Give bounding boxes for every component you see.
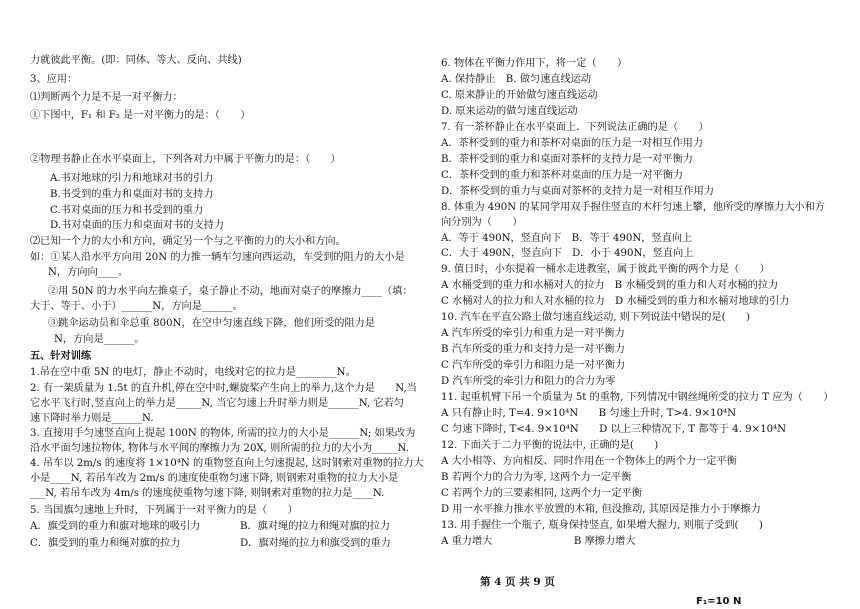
question-line: 沿水平面匀速拉物体, 物体与水平间的摩擦力为 20X, 则所需的拉力的大小为_____N. [30,443,409,454]
question-line: 11. 起重机臂下吊一个质量为 5t 的重物, 下列情况中钢丝绳所受的拉力 T 应为（ ） [441,392,834,403]
option-line: C 汽车所受的牵引力和阻力是一对平衡力 [441,360,626,371]
option-line: D 用一水平推力推水平放置的木箱, 但没推动, 其原因是推力小于摩擦力 [441,504,761,515]
option-d: D．旗对绳的拉力和旗受到的重力 [240,538,391,549]
option-line: A 水桶受到的重力和水桶对人的拉力 B 水桶受到的重力和人对水桶的拉力 [441,280,779,291]
page-footer: 第 4 页 共 9 页 [480,576,555,588]
question-line: 6. 物体在平衡力作用下，将一定（ ） [441,58,628,69]
question-line: 8. 体重为 490N 的某同学用双手握住竖直的木杆匀速上攀，他所受的摩擦力大小和方 [441,202,825,213]
question-line: 9. 值日时，小东提着一桶水走进教室，属于彼此平衡的两个力是（ ） [441,264,770,275]
option-line: A．等于 490N，竖直向下 B．等于 490N，竖直向上 [441,233,693,244]
option-line: B．茶杯受到的重力和桌面对茶杯的支持力是一对平衡力 [441,154,693,165]
option-line: D 汽车所受的牵引力和阻力的合力为零 [441,376,616,387]
figure-label: F₁=10 N [696,596,742,607]
question-line: 5. 当国旗匀速地上升时，下列属于一对平衡力的是（ ） [30,505,298,516]
question-line: 12. 下面关于二力平衡的说法中, 正确的是( ) [441,440,659,451]
option-line: C．大于 490N，竖直向下 D．小于 490N，竖直向上 [441,248,694,259]
question-line: 2. 有一架质量为 1.5t 的直升机,停在空中时,螺旋桨产生向上的举力,这个力是 N,当 [30,383,417,394]
option-line: C 匀速下降时, T<4. 9×10⁴N D 以上三种情况下, T 都等于 4. 9×10⁴N [441,424,787,435]
text-line: 如：①某人沿水平方向用 20N 的力推一辆车匀速向西运动，车受到的阻力的大小是 [30,252,405,263]
option-line: A 只有静止时, T=4. 9×10⁴N B 匀速上升时, T>4. 9×10⁴N [441,408,737,419]
text-line: ②物理书静止在水平桌面上，下列各对力中属于平衡力的是：（ ） [30,154,341,165]
text-line: 3、应用： [30,74,78,85]
option-line: A 重力增大 B 摩擦力增大 [441,536,636,547]
option-line: D．茶杯受到的重力与桌面对茶杯的支持力是一对相互作用力 [441,186,715,197]
option-line: C.书对桌面的压力和书受到的重力 [50,205,204,216]
question-line: 向分别为（ ） [441,217,523,228]
option-line: D.书对桌面的压力和桌面对书的支持力 [50,220,225,231]
question-line: 10. 汽车在平直公路上做匀速直线运动, 则下列说法中错误的是( ) [441,312,750,323]
option-line: B 汽车所受的重力和支持力是一对平衡力 [441,344,625,355]
option-line: A. 保持静止 B. 做匀速直线运动 [441,74,592,85]
question-line: ___N, 若吊车改为 4m/s 的速度使重物匀速下降, 则钢索对重物的拉力是____N. [30,488,385,499]
option-line: C. 原来静止的开始做匀速直线运动 [441,90,598,101]
option-line: C 水桶对人的拉力和人对水桶的拉力 D 水桶受到的重力和水桶对地球的引力 [441,296,790,307]
text-line: ②用 50N 的力水平向左推桌子，桌子静止不动，地面对桌子的摩擦力____（填： [48,286,413,297]
option-line: A．茶杯受到的重力和茶杯对桌面的压力是一对相互作用力 [441,138,704,149]
option-line: B 若两个力的合力为零, 这两个力一定平衡 [441,472,632,483]
option-line: A 大小相等、方向相反、同时作用在一个物体上的两个力一定平衡 [441,456,737,467]
text-line: ⑴判断两个力是不是一对平衡力： [30,92,183,103]
option-b: B．旗对绳的拉力和绳对旗的拉力 [240,521,391,532]
question-line: 4. 吊车以 2m/s 的速度将 1×10⁴N 的重物竖直向上匀速提起, 这时钢索对重物的拉力大 [30,458,424,469]
text-line: N，方向是______。 [54,334,145,345]
question-line: 13. 用手握住一个瓶子, 瓶身保持竖直, 如果增大握力, 则瓶子受到( ) [441,520,763,531]
text-line: N，方向向____。 [48,267,129,278]
text-line: ⑵已知一个力的大小和方向，确定另一个与之平衡的力的大小和方向。 [30,236,346,247]
text-line: 大于、等于、小于）______N，方向是______。 [30,301,243,312]
question-line: 速下降时举力则是______N. [30,413,154,424]
option-line: A 汽车所受的牵引力和重力是一对平衡力 [441,328,625,339]
text-line: ③跳伞运动员和伞总重 800N，在空中匀速直线下降，他们所受的阻力是 [48,318,376,329]
option-line: C．茶杯受到的重力和茶杯对桌面的压力是一对平衡力 [441,170,684,181]
question-line: 7. 有一茶杯静止在水平桌面上．下列说法正确的是（ ） [441,122,709,133]
section-heading: 五、针对训练 [30,351,92,362]
text-line: ①下图中，F₁ 和 F₂ 是一对平衡力的是：（ ） [30,110,251,121]
question-line: 3. 直接用手匀速竖直向上提起 100N 的物体, 所需的拉力的大小是______N; 如果改为 [30,428,416,439]
option-line: D. 原来运动的做匀速直线运动 [441,106,578,117]
text-line: 力就彼此平衡。(即：同体、等大、反向、共线) [30,55,242,66]
question-line: 1.吊在空中重 5N 的电灯，静止不动时，电线对它的拉力是________N。 [30,367,356,378]
option-c: C．旗受到的重力和绳对旗的拉力 [30,538,181,549]
option-line: B.书受到的重力和桌面对书的支持力 [50,189,214,200]
question-line: 小是____N, 若吊车改为 2m/s 的速度使重物匀速下降, 则钢索对重物的拉力大小是 [30,473,399,484]
option-line: A.书对地球的引力和地球对书的引力 [50,173,214,184]
option-a: A．旗受到的重力和旗对地球的吸引力 [30,521,201,532]
question-line: 它水平飞行时,竖直向上的举力是_____N, 当它匀速上升时举力则是______N, 它若匀 [30,398,404,409]
option-line: C 若两个力的三要素相同, 这两个力一定平衡 [441,488,642,499]
